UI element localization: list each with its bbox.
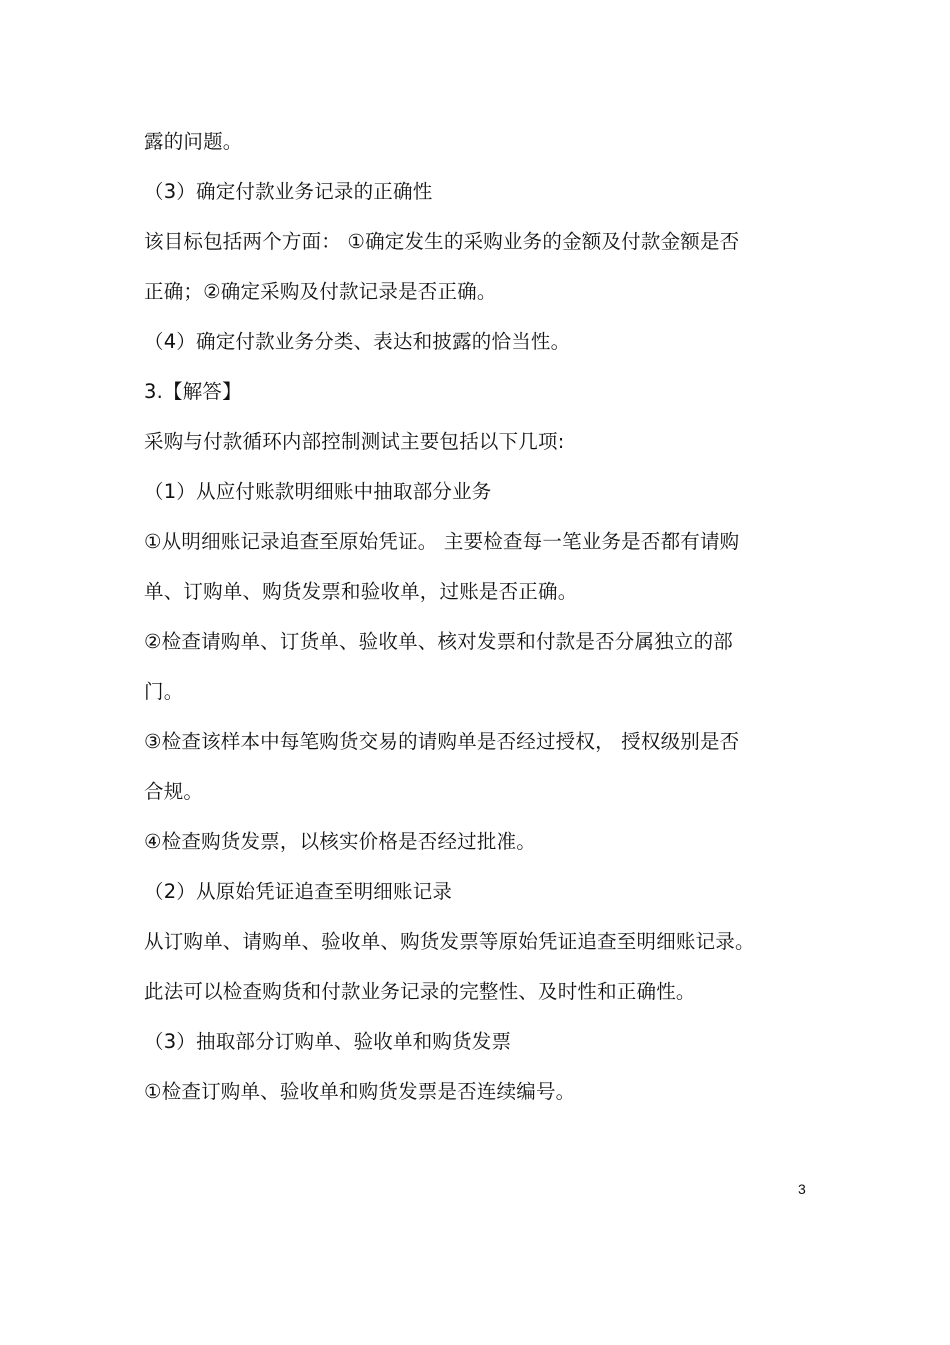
text-line: 正确；②确定采购及付款记录是否正确。 bbox=[144, 280, 497, 303]
answer-heading: 3.【解答】 bbox=[144, 380, 242, 403]
text-line: 从订购单、请购单、验收单、购货发票等原始凭证追查至明细账记录。 bbox=[144, 930, 755, 953]
text-line: 该目标包括两个方面： ①确定发生的采购业务的金额及付款金额是否 bbox=[144, 230, 740, 253]
text-line: ③检查该样本中每笔购货交易的请购单是否经过授权， 授权级别是否 bbox=[144, 730, 740, 753]
page-number: 3 bbox=[798, 1181, 806, 1197]
text-line: 门。 bbox=[144, 680, 184, 703]
text-line: 合规。 bbox=[144, 780, 204, 803]
text-line: 此法可以检查购货和付款业务记录的完整性、及时性和正确性。 bbox=[144, 980, 696, 1003]
text-line: 单、订购单、购货发票和验收单，过账是否正确。 bbox=[144, 580, 578, 603]
section-heading: （4）确定付款业务分类、表达和披露的恰当性。 bbox=[144, 330, 571, 353]
text-line: 露的问题。 bbox=[144, 130, 243, 153]
text-line: ④检查购货发票，以核实价格是否经过批准。 bbox=[144, 830, 536, 853]
section-heading: （3）确定付款业务记录的正确性 bbox=[144, 180, 433, 203]
section-heading: （1）从应付账款明细账中抽取部分业务 bbox=[144, 480, 492, 503]
section-heading: （2）从原始凭证追查至明细账记录 bbox=[144, 880, 453, 903]
text-line: ②检查请购单、订货单、验收单、核对发票和付款是否分属独立的部 bbox=[144, 630, 733, 653]
text-line: 采购与付款循环内部控制测试主要包括以下几项: bbox=[144, 430, 565, 453]
section-heading: （3）抽取部分订购单、验收单和购货发票 bbox=[144, 1030, 512, 1053]
text-line: ①检查订购单、验收单和购货发票是否连续编号。 bbox=[144, 1080, 576, 1103]
text-line: ①从明细账记录追查至原始凭证。 主要检查每一笔业务是否都有请购 bbox=[144, 530, 740, 553]
